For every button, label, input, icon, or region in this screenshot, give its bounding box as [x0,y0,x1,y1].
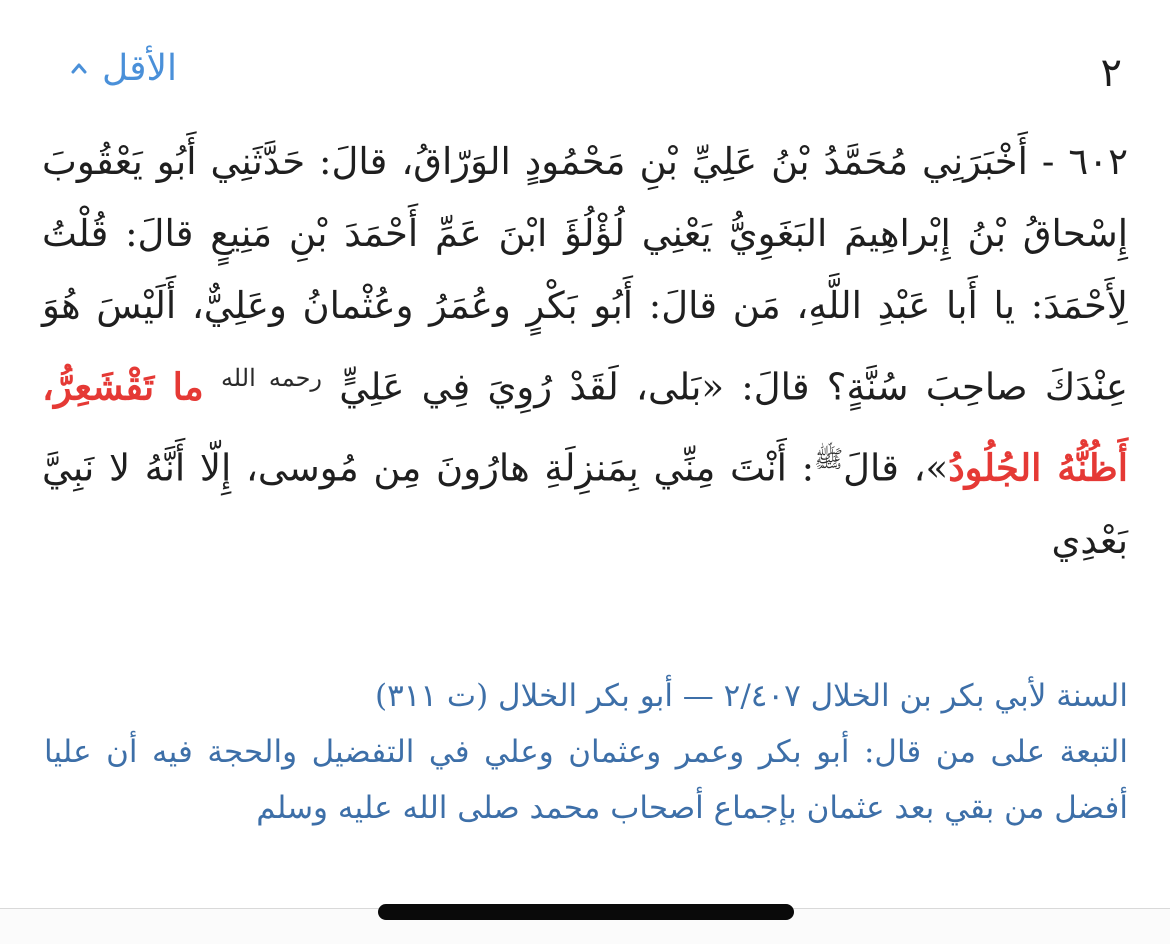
hadith-text-part-1: ٦٠٢ - أَخْبَرَنِي مُحَمَّدُ بْنُ عَلِيِّ بْنِ مَحْمُودٍ الوَرّاقُ، قالَ: حَدَّثَنِي أَبُو يَعْقُوبَ إِسْحاقُ بْنُ إِبْراهِيمَ البَغَوِيُّ يَعْنِي لُؤْلُؤَ ابْنَ عَمِّ أَحْمَدَ بْنِ مَنِيعٍ قالَ: قُلْتُ لِأَحْمَدَ: يا أَبا عَبْدِ اللَّهِ، مَن قالَ: أَبُو بَكْرٍ وعُمَرُ وعُثْمانُ وعَلِيٌّ، أَلَيْسَ هُوَ عِنْدَكَ صاحِبَ سُنَّةٍ؟ قالَ: «بَلى، لَقَدْ رُوِيَ فِي عَلِيٍّ [42,140,1128,409]
hadith-text-part-3: : أَنْتَ مِنِّي بِمَنزِلَةِ هارُونَ مِن مُوسى، إِلّا أَنَّهُ لا نَبِيَّ بَعْدِي [42,446,1128,562]
header-row [70,48,1122,104]
chapter-title-link[interactable]: التبعة على من قال: أبو بكر وعمر وعثمان وعلي في التفضيل والحجة فيه أن عليا أفضل من بقي بعد عثمان بإجماع أصحاب محمد صلى الله عليه وسلم [44,734,1128,826]
chevron-up-icon [70,60,88,78]
show-less-label: الأقل [102,48,178,89]
hadith-text [42,126,1128,577]
honorific-rahimahullah: رحمه الله [220,364,323,392]
highlighted-phrase: ما تَقْشَعِرُّ، أَظُنُّهُ الجُلُودُ [42,364,1129,490]
home-indicator[interactable] [378,904,794,920]
hadith-text-part-2: »، قالَ [843,446,949,490]
source-book-link[interactable]: السنة لأبي بكر بن الخلال ٢/٤٠٧ — أبو بكر الخلال (ت ٣١١) [375,678,1128,714]
honorific-salawat: ﷺ [814,445,844,474]
page-number: ٢ [1100,50,1122,96]
show-less-button[interactable] [70,48,177,89]
source-reference[interactable] [44,668,1128,836]
